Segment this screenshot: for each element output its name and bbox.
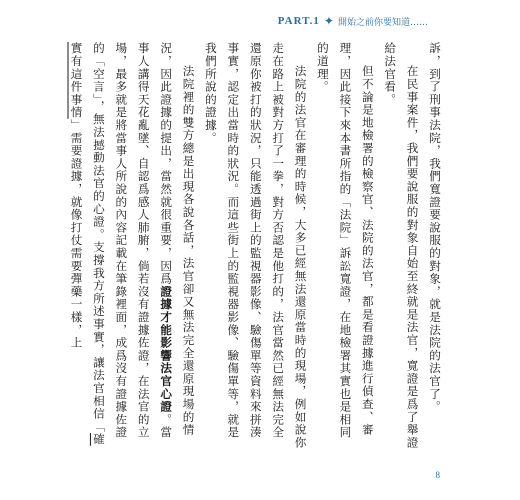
paragraph-4: 法院的法官在審理的時候，大多已經無法還原當時的現場，例如說你走在路上被對方打了一拳，對方否認是他打的，法官當然已經無法完全還原你被打的狀況，只能透過街上的監視器影像、驗傷單等資料來拼湊事實，認定出當時的狀況。而這些街上的監視器影像、驗傷單等，就是我們所說的證據。 bbox=[203, 42, 308, 450]
paragraph-5 bbox=[65, 42, 199, 450]
paragraph-5-suffix: 。當事人講得天花亂墜、自認爲感人肺腑，倘若沒有證據佐證，在法官的立場，最多就是將當事人所說的內容記載在筆錄裡面，成爲沒有證據佐證的「空言」，無法撼動法官的心證。支撐我方所述事實，讓法官相信「 bbox=[91, 42, 174, 439]
paragraph-3: 但不論是地檢署的檢察官、法院的法官，都是看證據進行偵查、審理，因此接下來本書所指的「法院」訴訟寬證，在地檢署其實也是相同的道理。 bbox=[315, 42, 375, 439]
page-number: 8 bbox=[435, 470, 440, 480]
star-icon: ✦ bbox=[323, 14, 334, 28]
part-label: PART.1 bbox=[277, 15, 320, 27]
emphasis-text: 證據才能影響法官心證 bbox=[159, 285, 174, 414]
underlined-text: 確實有這件事情 bbox=[69, 42, 106, 446]
body-text bbox=[69, 42, 446, 450]
running-header bbox=[278, 14, 428, 28]
paragraph-5-prefix: 法院裡的雙方總是出現各說各話，法官卻又無法完全還原現場的情況，因此證據的提出，當然就很重要，因爲 bbox=[159, 42, 196, 437]
paragraph-1: 訴，到了刑事法院，我們寬證要說服的對象，就是法院的法官了。 bbox=[428, 42, 442, 414]
paragraph-5-suffix2: 」需要證據，就像打仗需要彈藥一樣，上 bbox=[69, 118, 84, 350]
chapter-title: 開始之前你要知道…… bbox=[337, 17, 428, 28]
paragraph-2: 在民事案件，我們要說服的對象自始至終就是法官，寬證是爲了舉證給法官看。 bbox=[383, 42, 420, 450]
